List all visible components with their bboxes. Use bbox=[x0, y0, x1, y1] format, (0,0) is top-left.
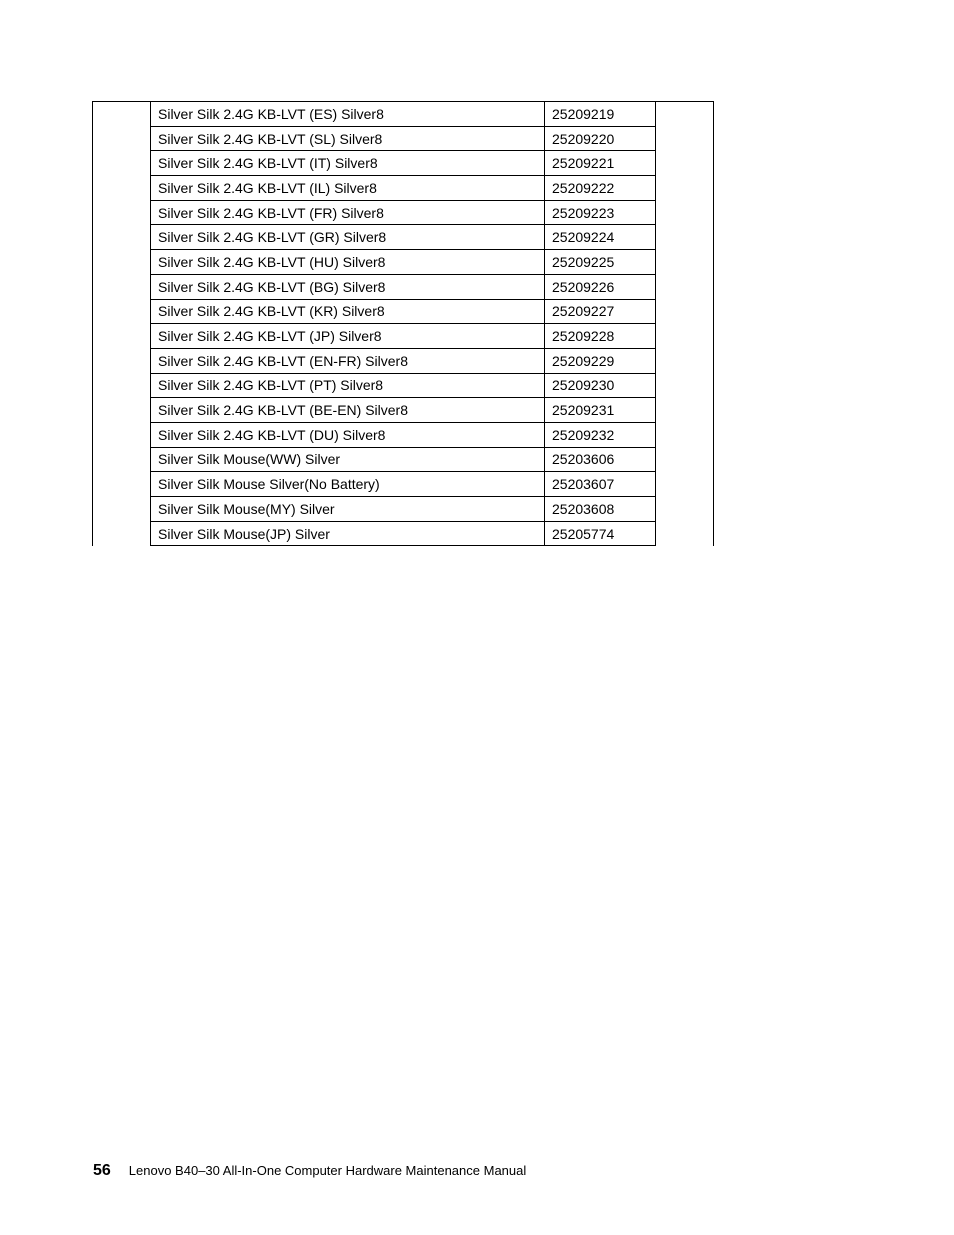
part-description-cell: Silver Silk 2.4G KB-LVT (IT) Silver8 bbox=[151, 151, 545, 176]
part-description-cell: Silver Silk Mouse(MY) Silver bbox=[151, 497, 545, 522]
table-row bbox=[93, 299, 714, 324]
table-row bbox=[93, 497, 714, 522]
part-description-cell: Silver Silk 2.4G KB-LVT (KR) Silver8 bbox=[151, 299, 545, 324]
part-description-cell: Silver Silk Mouse(JP) Silver bbox=[151, 521, 545, 546]
part-description-cell: Silver Silk 2.4G KB-LVT (DU) Silver8 bbox=[151, 422, 545, 447]
part-number-cell: 25209228 bbox=[545, 324, 656, 349]
page-number: 56 bbox=[93, 1162, 111, 1179]
part-number-cell: 25209219 bbox=[545, 102, 656, 127]
part-description-cell: Silver Silk Mouse Silver(No Battery) bbox=[151, 472, 545, 497]
part-number-cell: 25209227 bbox=[545, 299, 656, 324]
table-row bbox=[93, 126, 714, 151]
table-row bbox=[93, 225, 714, 250]
table-row bbox=[93, 373, 714, 398]
table-row bbox=[93, 472, 714, 497]
part-number-cell: 25209224 bbox=[545, 225, 656, 250]
table-row bbox=[93, 447, 714, 472]
document-title: Lenovo B40–30 All-In-One Computer Hardware Maintenance Manual bbox=[128, 1163, 527, 1178]
blank-right-cell bbox=[656, 102, 714, 546]
table-row bbox=[93, 422, 714, 447]
part-description-cell: Silver Silk Mouse(WW) Silver bbox=[151, 447, 545, 472]
part-number-cell: 25209225 bbox=[545, 250, 656, 275]
part-number-cell: 25203606 bbox=[545, 447, 656, 472]
table-row bbox=[93, 348, 714, 373]
table-row bbox=[93, 324, 714, 349]
table-row bbox=[93, 151, 714, 176]
part-description-cell: Silver Silk 2.4G KB-LVT (EN-FR) Silver8 bbox=[151, 348, 545, 373]
part-description-cell: Silver Silk 2.4G KB-LVT (GR) Silver8 bbox=[151, 225, 545, 250]
table-row bbox=[93, 250, 714, 275]
part-description-cell: Silver Silk 2.4G KB-LVT (PT) Silver8 bbox=[151, 373, 545, 398]
part-description-cell: Silver Silk 2.4G KB-LVT (SL) Silver8 bbox=[151, 126, 545, 151]
part-description-cell: Silver Silk 2.4G KB-LVT (BE-EN) Silver8 bbox=[151, 398, 545, 423]
part-number-cell: 25209232 bbox=[545, 422, 656, 447]
part-number-cell: 25209230 bbox=[545, 373, 656, 398]
part-number-cell: 25203608 bbox=[545, 497, 656, 522]
part-number-cell: 25209229 bbox=[545, 348, 656, 373]
table-row bbox=[93, 200, 714, 225]
part-number-cell: 25209220 bbox=[545, 126, 656, 151]
table-row bbox=[93, 176, 714, 201]
part-number-cell: 25209226 bbox=[545, 274, 656, 299]
part-number-cell: 25203607 bbox=[545, 472, 656, 497]
table-row bbox=[93, 102, 714, 127]
part-number-cell: 25209221 bbox=[545, 151, 656, 176]
part-description-cell: Silver Silk 2.4G KB-LVT (FR) Silver8 bbox=[151, 200, 545, 225]
table-row bbox=[93, 521, 714, 546]
table-row bbox=[93, 398, 714, 423]
page-footer bbox=[93, 1162, 526, 1180]
part-number-cell: 25209231 bbox=[545, 398, 656, 423]
parts-table bbox=[92, 101, 714, 546]
part-number-cell: 25209223 bbox=[545, 200, 656, 225]
part-description-cell: Silver Silk 2.4G KB-LVT (BG) Silver8 bbox=[151, 274, 545, 299]
part-description-cell: Silver Silk 2.4G KB-LVT (HU) Silver8 bbox=[151, 250, 545, 275]
part-description-cell: Silver Silk 2.4G KB-LVT (ES) Silver8 bbox=[151, 102, 545, 127]
part-description-cell: Silver Silk 2.4G KB-LVT (IL) Silver8 bbox=[151, 176, 545, 201]
parts-table-body bbox=[93, 102, 714, 546]
part-number-cell: 25209222 bbox=[545, 176, 656, 201]
table-row bbox=[93, 274, 714, 299]
blank-left-cell bbox=[93, 102, 151, 546]
part-number-cell: 25205774 bbox=[545, 521, 656, 546]
part-description-cell: Silver Silk 2.4G KB-LVT (JP) Silver8 bbox=[151, 324, 545, 349]
